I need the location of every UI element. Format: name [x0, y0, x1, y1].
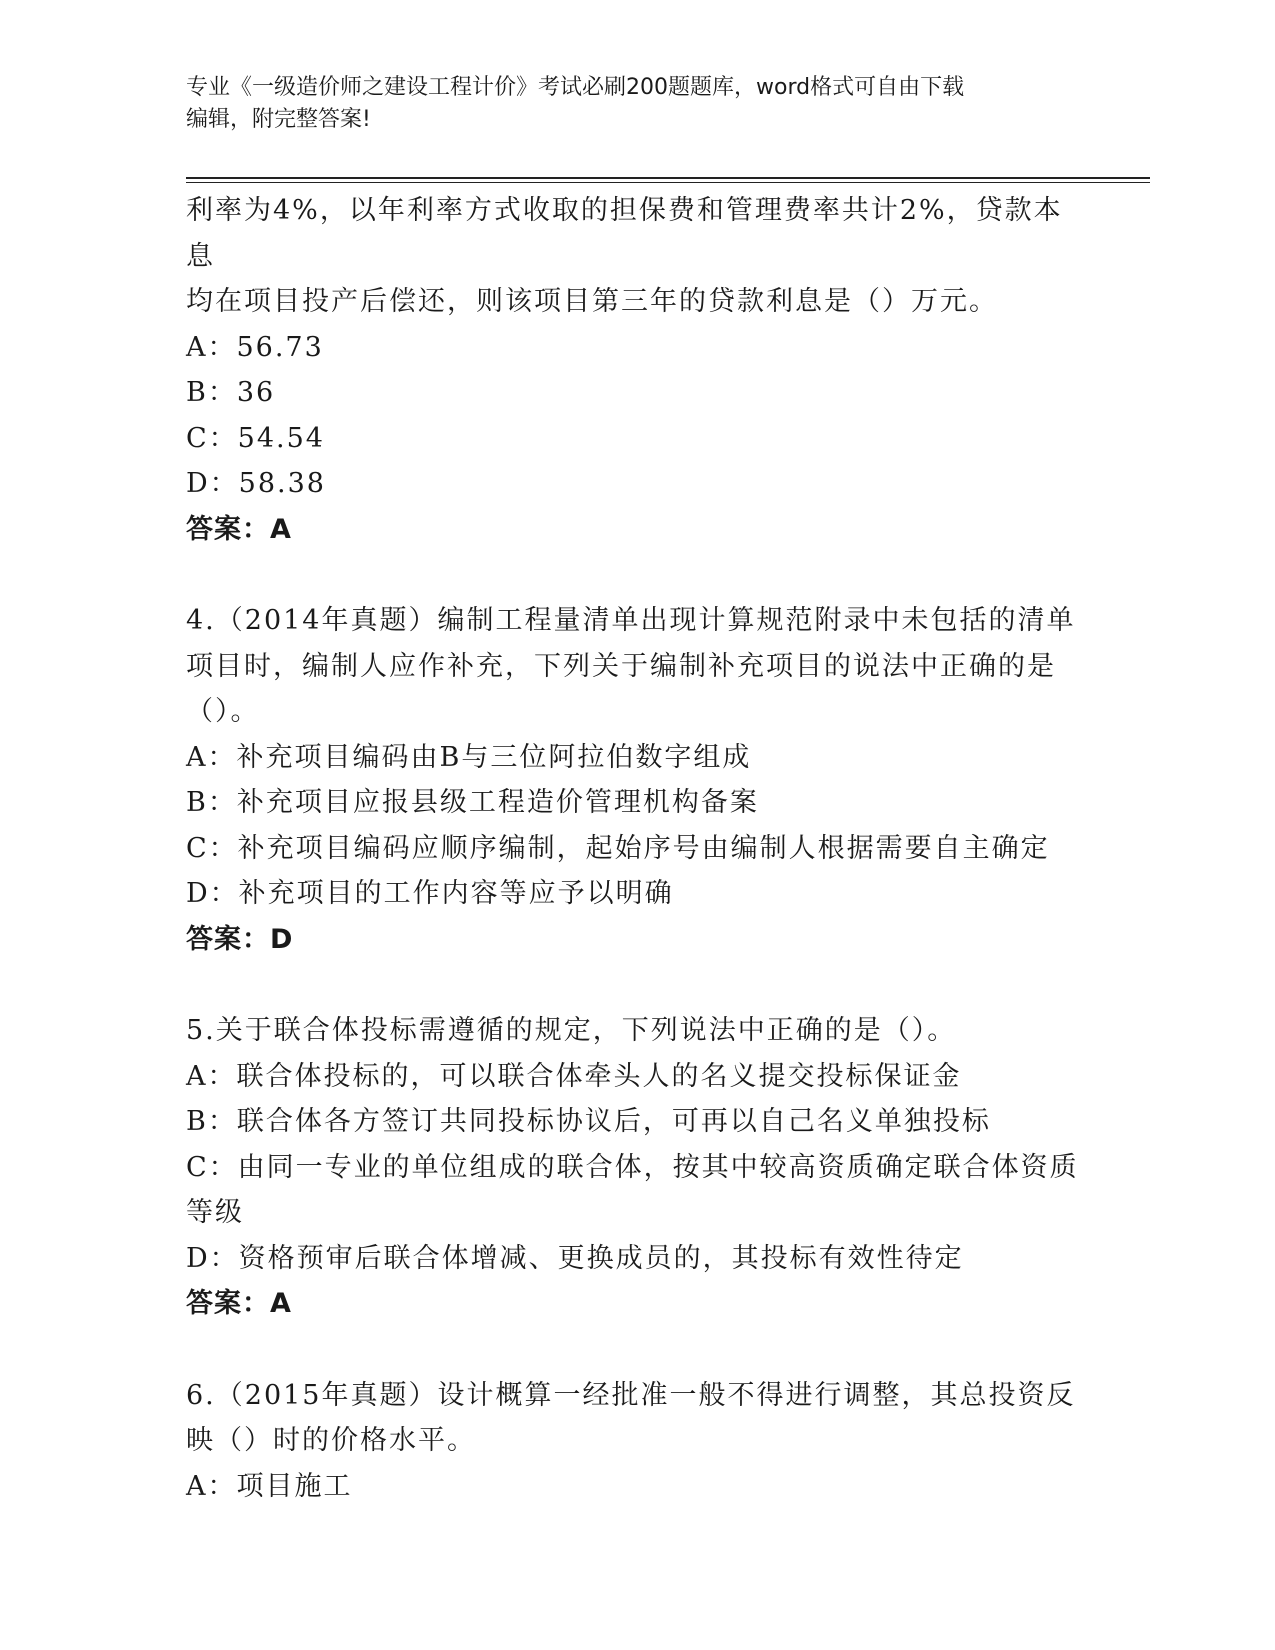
q5-answer: 答案：A [186, 1288, 292, 1319]
spacer [186, 552, 1086, 598]
q3-stem-line-2: 均在项目投产后偿还，则该项目第三年的贷款利息是（）万元。 [186, 286, 998, 317]
q3-stem-line-1: 利率为4%，以年利率方式收取的担保费和管理费率共计2%，贷款本息 [186, 195, 1063, 272]
q4-option-b: B：补充项目应报县级工程造价管理机构备案 [186, 787, 759, 818]
q5-stem-line-1: 5.关于联合体投标需遵循的规定，下列说法中正确的是（）。 [186, 1015, 957, 1046]
q5-option-a: A：联合体投标的，可以联合体牵头人的名义提交投标保证金 [186, 1060, 962, 1092]
document-body [186, 188, 1086, 1509]
spacer [186, 1327, 1086, 1373]
header-line-2: 编辑，附完整答案! [186, 107, 371, 132]
q4-stem-line-1: 4.（2014年真题）编制工程量清单出现计算规范附录中未包括的清单 [186, 605, 1076, 636]
q4-answer: 答案：D [186, 923, 294, 955]
q5-option-b: B：联合体各方签订共同投标协议后，可再以自己名义单独投标 [186, 1106, 991, 1137]
page-header [186, 72, 1066, 136]
q4-stem-line-2: 项目时，编制人应作补充，下列关于编制补充项目的说法中正确的是 [186, 650, 1056, 682]
q5-option-d: D：资格预审后联合体增减、更换成员的，其投标有效性待定 [186, 1242, 964, 1274]
q5-option-c-continued: 等级 [186, 1197, 244, 1228]
header-divider-thick [186, 177, 1150, 179]
q6-stem-line-1: 6.（2015年真题）设计概算一经批准一般不得进行调整，其总投资反 [186, 1379, 1076, 1411]
q3-option-b: B：36 [186, 377, 276, 408]
q3-option-d: D：58.38 [186, 468, 326, 499]
header-line-1: 专业《一级造价师之建设工程计价》考试必刷200题题库，word格式可自由下载 [186, 75, 965, 100]
header-divider-thin [186, 182, 1150, 183]
q6-stem-line-2: 映（）时的价格水平。 [186, 1425, 476, 1456]
spacer [186, 962, 1086, 1008]
q3-option-a: A：56.73 [186, 331, 324, 363]
q4-option-a: A：补充项目编码由B与三位阿拉伯数字组成 [186, 741, 752, 773]
q3-answer: 答案：A [186, 513, 292, 545]
q5-option-c: C：由同一专业的单位组成的联合体，按其中较高资质确定联合体资质 [186, 1151, 1079, 1183]
q4-option-d: D：补充项目的工作内容等应予以明确 [186, 878, 674, 909]
q3-option-c: C：54.54 [186, 422, 325, 454]
q4-stem-line-3: （）。 [186, 696, 260, 727]
q4-option-c: C：补充项目编码应顺序编制，起始序号由编制人根据需要自主确定 [186, 832, 1050, 864]
q6-option-a: A：项目施工 [186, 1470, 353, 1502]
